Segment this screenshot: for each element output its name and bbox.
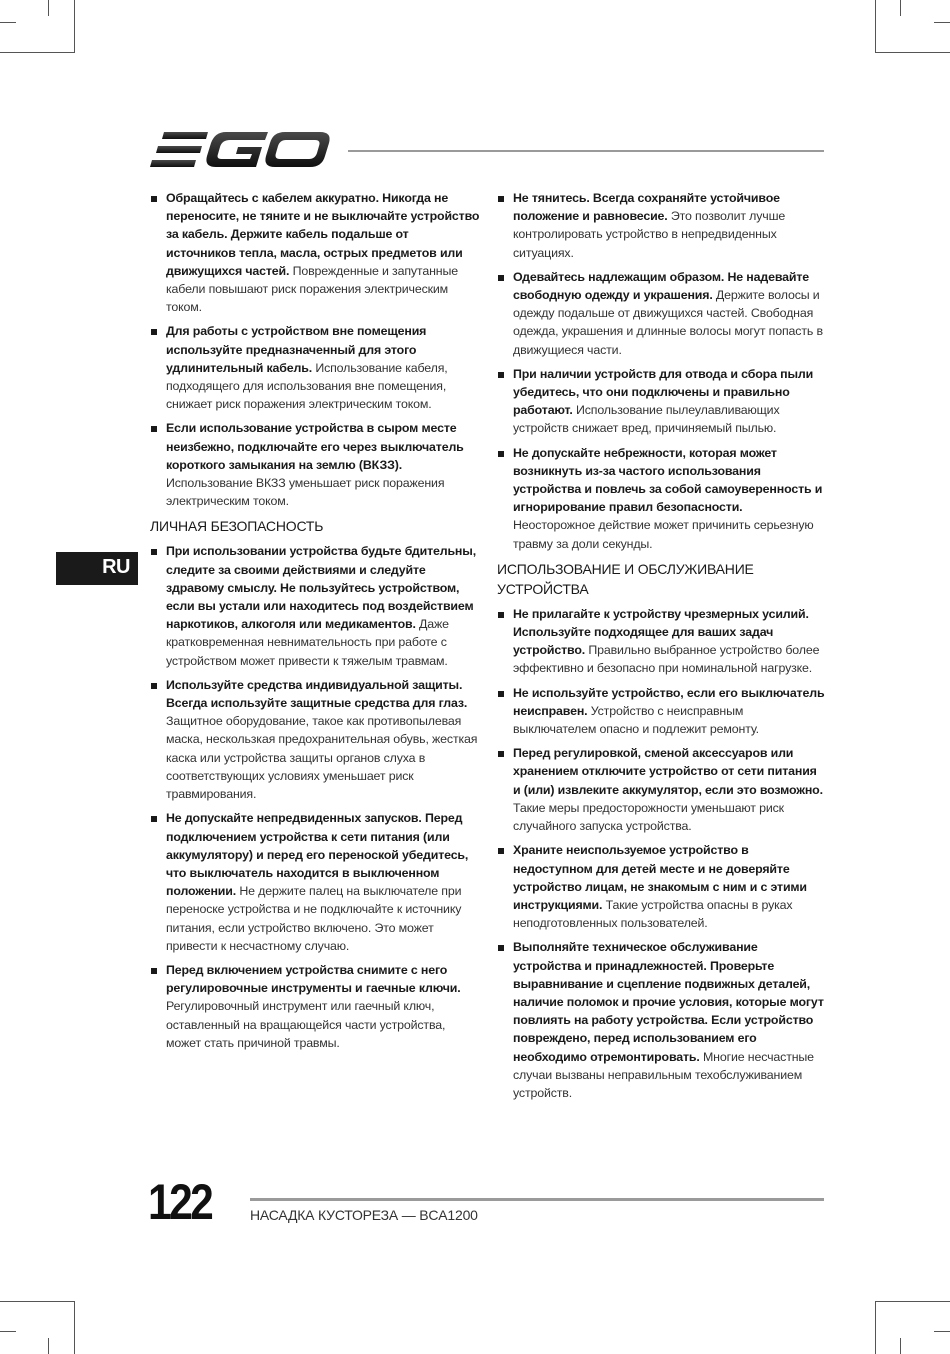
item-lead: Если использование устройства в сыром месте неизбежно, подключайте его через выключатель короткого замыкания на землю (ВКЗЗ). [166, 421, 464, 472]
crop-mark [74, 0, 75, 52]
item-lead: Не допускайте небрежности, которая может возникнуть из-за частого использования устройства и повлечь за собой самоуверенность и игнорирование правил безопасности. [513, 445, 823, 515]
bullet-icon [498, 945, 504, 951]
header-divider [348, 150, 824, 152]
footer-divider [250, 1198, 824, 1201]
bullet-icon [498, 275, 504, 281]
item-text: Использование пылеулавливающих устройств снижает вред, причиняемый пылью. [513, 403, 780, 436]
crop-mark [0, 22, 16, 23]
ego-logo [150, 128, 332, 172]
crop-mark [934, 22, 950, 23]
language-tab [56, 552, 138, 585]
item-lead: Одевайтесь надлежащим образом. Не надевайте свободную одежду и украшения. [513, 269, 810, 303]
crop-mark [875, 1301, 950, 1302]
section-heading: ЛИЧНАЯ БЕЗОПАСНОСТЬ [150, 518, 324, 535]
item-text: Правильно выбранное устройство более эффективно и безопасно при номинальной нагрузке. [513, 643, 820, 676]
item-text: Поврежденные и запутанные кабели повышают риск поражения электрическим током. [166, 263, 458, 315]
list-item [497, 365, 827, 438]
crop-mark [934, 1331, 950, 1332]
item-lead: Используйте средства индивидуальной защиты. Всегда используйте защитные средства для глаз. [166, 677, 468, 711]
crop-mark [0, 52, 75, 53]
list-item [497, 268, 827, 359]
list-item [497, 744, 827, 835]
crop-mark [900, 0, 901, 16]
item-text: Использование кабеля, подходящего для использования вне помещения, снижает риск поражения электрическим током. [166, 360, 448, 412]
item-lead: Выполняйте техническое обслуживание устройства и принадлежностей. Проверьте выравнивание и сцепление подвижных деталей, наличие поломок и прочие условия, которые могут повлиять на работу устройства. Если устройство повреждено, перед использованием его необходимо отремонтировать. [513, 940, 824, 1064]
item-text: Это позволит лучше контролировать устройство в непредвиденных ситуациях. [513, 209, 786, 260]
list-item [497, 841, 827, 932]
left-list-bottom [150, 542, 480, 1051]
crop-mark [0, 1331, 16, 1332]
list-item [150, 961, 480, 1052]
crop-mark [48, 0, 49, 16]
left-list-top [150, 189, 480, 510]
item-lead: Обращайтесь с кабелем аккуратно. Никогда не переносите, не тяните и не выключайте устройство за кабель. Держите кабель подальше от источников тепла, масла, острых предметов или движущихся частей. [166, 191, 480, 278]
item-text: Регулировочный инструмент или гаечный ключ, оставленный на вращающейся части устройства, может стать причиной травмы. [166, 999, 446, 1050]
list-item [497, 684, 827, 739]
item-text: Такие устройства опасны в руках неподготовленных пользователей. [513, 897, 793, 931]
left-column [150, 189, 480, 1058]
bullet-icon [151, 196, 157, 202]
language-tab-label: RU [102, 556, 130, 578]
bullet-icon [498, 612, 504, 618]
crop-mark [875, 52, 950, 53]
item-lead: Не допускайте непредвиденных запусков. Перед подключением устройства к сети питания (или аккумулятору) и перед его переноской убедитесь, что выключатель находится в выключенном положении. [166, 811, 469, 899]
bullet-icon [151, 549, 157, 555]
item-lead: Храните неиспользуемое устройство в недоступном для детей месте и не доверяйте устройство лицам, не знакомым с ним и с этими инструкциями. [513, 843, 807, 912]
item-lead: Не прилагайте к устройству чрезмерных усилий. Используйте подходящее для ваших задач устройство. [513, 606, 809, 658]
list-item [150, 419, 480, 510]
item-text: Неосторожное действие может причинить серьезную травму за доли секунды. [513, 518, 814, 551]
list-item [497, 444, 827, 553]
item-text: Даже кратковременная невнимательность при работе с устройством может привести к тяжелым травмам. [166, 617, 449, 668]
list-item [497, 189, 827, 262]
page-number: 122 [148, 1174, 212, 1230]
bullet-icon [151, 968, 157, 974]
crop-mark [0, 1301, 75, 1302]
list-item [150, 322, 480, 413]
item-text: Держите волосы и одежду подальше от движущихся частей. Свободная одежда, украшения и длинные волосы могут попасть в движущиеся части. [513, 288, 823, 357]
crop-mark [875, 1301, 876, 1354]
bullet-icon [151, 683, 157, 689]
list-item [150, 809, 480, 955]
bullet-icon [498, 451, 504, 457]
footer-title: НАСАДКА КУСТОРЕЗА — BCA1200 [250, 1207, 478, 1223]
list-item [150, 542, 480, 669]
crop-mark [900, 1338, 901, 1354]
item-text: Использование ВКЗЗ уменьшает риск поражения электрическим током. [166, 476, 445, 509]
item-lead: Не используйте устройство, если его выключатель неисправен. [513, 685, 825, 718]
section-heading: ИСПОЛЬЗОВАНИЕ И ОБСЛУЖИВАНИЕ УСТРОЙСТВА [497, 560, 754, 597]
list-item [150, 676, 480, 803]
item-text: Защитное оборудование, такое как противопылевая маска, нескользкая предохранительная обувь, жесткая каска или устройства защиты органов слуха в соответствующих условиях уменьшает риск травмирования. [166, 714, 478, 802]
list-item [497, 605, 827, 678]
list-item [497, 938, 827, 1102]
right-list-top [497, 189, 827, 553]
right-list-bottom [497, 605, 827, 1102]
item-lead: При наличии устройств для отвода и сбора пыли убедитесь, что они подключены и правильно работают. [513, 366, 814, 418]
item-text: Такие меры предосторожности уменьшают риск случайного запуска устройства. [513, 800, 784, 834]
item-lead: Не тянитесь. Всегда сохраняйте устойчивое положение и равновесие. [513, 191, 780, 224]
item-lead: При использовании устройства будьте бдительны, следите за своими действиями и следуйте здравому смыслу. Не пользуйтесь устройством, если вы устали или находитесь под воздействием наркотиков, алкоголя или медикаментов. [166, 544, 476, 632]
crop-mark [48, 1338, 49, 1354]
bullet-icon [498, 691, 504, 697]
right-column [497, 189, 827, 1108]
bullet-icon [498, 751, 504, 757]
item-text: Многие несчастные случаи вызваны неправильным техобслуживанием устройств. [513, 1049, 814, 1100]
bullet-icon [151, 816, 157, 822]
bullet-icon [498, 848, 504, 854]
bullet-icon [498, 372, 504, 378]
item-lead: Перед регулировкой, сменой аксессуаров или хранением отключите устройство от сети питания и (или) извлеките аккумулятор, если это возможно. [513, 746, 823, 797]
item-text: Не держите палец на выключателе при переноске устройства и не подключайте к источнику питания, если устройство включено. Это может привести к несчастному случаю. [166, 884, 462, 953]
item-lead: Перед включением устройства снимите с него регулировочные инструменты и гаечные ключи. [166, 962, 461, 996]
crop-mark [74, 1301, 75, 1354]
list-item [150, 189, 480, 316]
bullet-icon [151, 329, 157, 335]
item-text: Устройство с неисправным выключателем опасно и подлежит ремонту. [513, 703, 759, 737]
item-lead: Для работы с устройством вне помещения используйте предназначенный для этого удлинительный кабель. [166, 324, 427, 375]
crop-mark [875, 0, 876, 52]
bullet-icon [151, 426, 157, 432]
bullet-icon [498, 196, 504, 202]
